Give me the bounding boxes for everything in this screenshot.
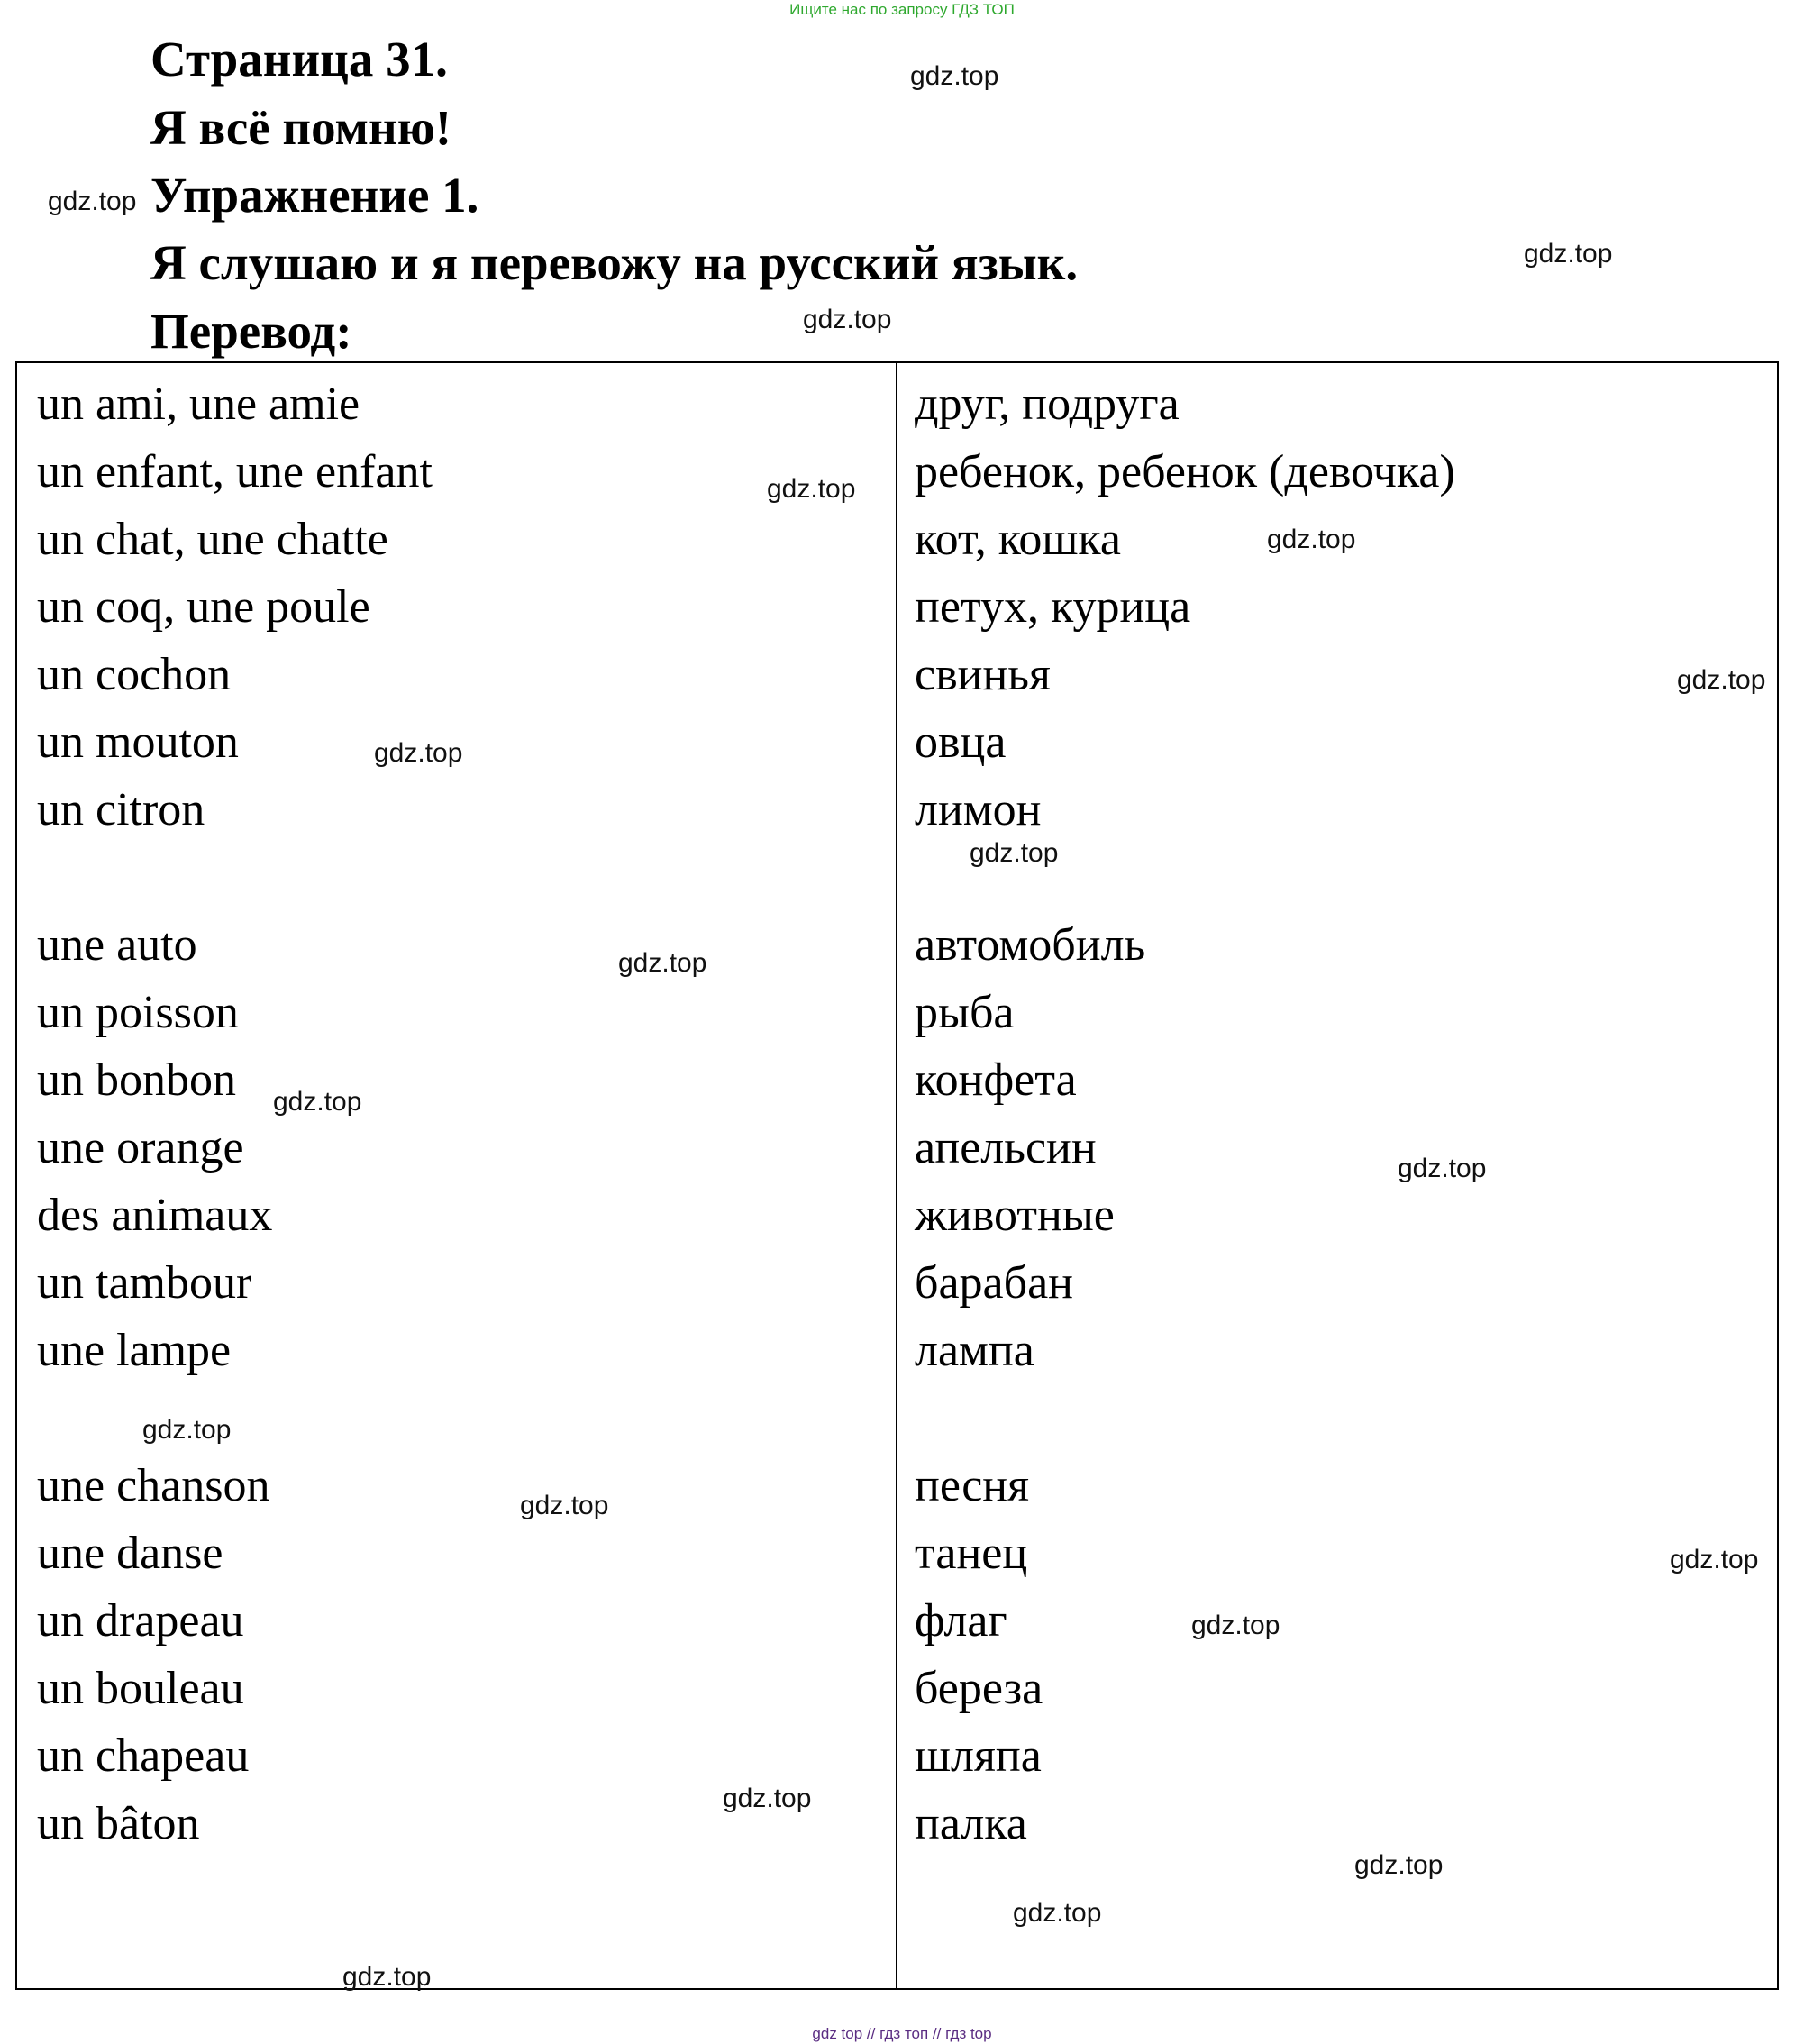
watermark: gdz.top <box>767 474 856 504</box>
watermark: gdz.top <box>273 1087 362 1117</box>
watermark: gdz.top <box>618 948 707 978</box>
word-group <box>915 911 1455 1384</box>
russian-translation: танец <box>915 1528 1028 1579</box>
french-word: un poisson <box>37 987 239 1038</box>
french-word: un bâton <box>37 1798 200 1849</box>
exercise-title: Упражнение 1. <box>150 168 479 223</box>
watermark: gdz.top <box>970 838 1059 868</box>
french-word: un mouton <box>37 716 239 768</box>
word-group <box>37 1452 433 1857</box>
french-word: un chat, une chatte <box>37 514 388 565</box>
watermark: gdz.top <box>1191 1611 1280 1640</box>
french-word: un bonbon <box>37 1054 236 1106</box>
watermark: gdz.top <box>520 1491 609 1520</box>
russian-translation: рыба <box>915 987 1015 1038</box>
french-word: un ami, une amie <box>37 379 360 430</box>
watermark: gdz.top <box>342 1962 432 1992</box>
watermark: gdz.top <box>142 1415 232 1445</box>
russian-translation: конфета <box>915 1054 1077 1106</box>
french-word: un citron <box>37 784 205 835</box>
top-banner: Ищите нас по запросу ГДЗ ТОП <box>789 1 1015 18</box>
watermark: gdz.top <box>1013 1898 1102 1928</box>
russian-translation: барабан <box>915 1257 1073 1309</box>
watermark: gdz.top <box>910 61 999 91</box>
russian-translation: овца <box>915 716 1007 768</box>
french-word: un chapeau <box>37 1730 250 1782</box>
word-group <box>37 370 433 844</box>
russian-translation: ребенок, ребенок (девочка) <box>915 446 1455 497</box>
section-title: Я всё помню! <box>150 100 452 155</box>
watermark: gdz.top <box>1354 1850 1444 1880</box>
watermark: gdz.top <box>48 187 137 216</box>
russian-translation: береза <box>915 1663 1043 1714</box>
watermark: gdz.top <box>1677 665 1766 695</box>
russian-translation: друг, подруга <box>915 379 1180 430</box>
french-word: un tambour <box>37 1257 252 1309</box>
russian-translation: лимон <box>915 784 1042 835</box>
french-word: un cochon <box>37 649 232 700</box>
page-title: Страница 31. <box>150 32 448 87</box>
russian-translation: животные <box>915 1190 1115 1241</box>
task-text: Я слушаю и я перевожу на русский язык. <box>150 235 1079 290</box>
french-word: un bouleau <box>37 1663 244 1714</box>
russian-translation: петух, курица <box>915 581 1191 633</box>
russian-translation: палка <box>915 1798 1027 1849</box>
french-word: des animaux <box>37 1190 273 1241</box>
french-word: un drapeau <box>37 1595 244 1647</box>
word-group <box>37 911 433 1384</box>
russian-translation: кот, кошка <box>915 514 1121 565</box>
russian-translation: апельсин <box>915 1122 1097 1173</box>
russian-translation: флаг <box>915 1595 1007 1647</box>
word-group <box>915 370 1455 844</box>
watermark: gdz.top <box>1267 525 1356 554</box>
french-word: une orange <box>37 1122 244 1173</box>
watermark: gdz.top <box>1524 239 1613 269</box>
footer-watermark: gdz top // гдз топ // гдз top <box>812 2025 992 2042</box>
french-word: une chanson <box>37 1460 270 1511</box>
watermark: gdz.top <box>803 305 892 334</box>
russian-translation: лампа <box>915 1325 1034 1376</box>
french-word: un enfant, une enfant <box>37 446 433 497</box>
watermark: gdz.top <box>1670 1545 1759 1574</box>
word-group <box>915 1452 1455 1857</box>
russian-translation: автомобиль <box>915 919 1146 971</box>
russian-column <box>915 370 1455 1857</box>
russian-translation: песня <box>915 1460 1030 1511</box>
french-column <box>37 370 433 1857</box>
french-word: une danse <box>37 1528 223 1579</box>
russian-translation: шляпа <box>915 1730 1042 1782</box>
column-divider <box>896 361 897 1990</box>
russian-translation: свинья <box>915 649 1051 700</box>
translation-label: Перевод: <box>150 304 352 359</box>
watermark: gdz.top <box>374 738 463 768</box>
french-word: un coq, une poule <box>37 581 370 633</box>
french-word: une auto <box>37 919 197 971</box>
watermark: gdz.top <box>1398 1154 1487 1183</box>
french-word: une lampe <box>37 1325 232 1376</box>
watermark: gdz.top <box>723 1784 812 1813</box>
